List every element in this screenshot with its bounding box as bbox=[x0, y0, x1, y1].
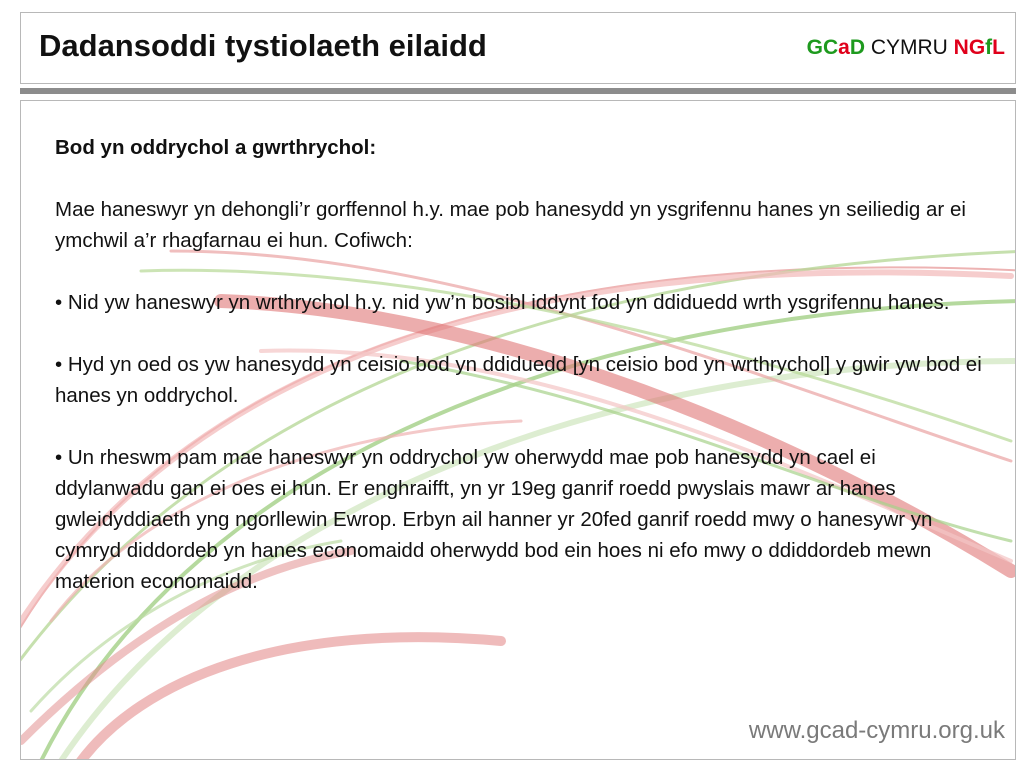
logo-ng: NG bbox=[953, 36, 986, 59]
logo-f: f bbox=[985, 36, 993, 59]
bullet-item: • Hyd yn oed os yw hanesydd yn ceisio bod yn ddiduedd [yn ceisio bod yn wrthrychol] y gwir yw bod ei hanes yn oddrychol. bbox=[55, 353, 982, 407]
logo-d: D bbox=[849, 36, 865, 59]
logo-l: L bbox=[992, 36, 1005, 59]
title-bar bbox=[20, 12, 1016, 84]
logo-a: a bbox=[838, 36, 850, 59]
title-divider bbox=[20, 88, 1016, 94]
bullet-item: • Nid yw haneswyr yn wrthrychol h.y. nid yw’n bosibl iddynt fod yn ddiduedd wrth ysgrifennu hanes. bbox=[55, 291, 950, 314]
slide-body bbox=[55, 132, 990, 628]
page-title: Dadansoddi tystiolaeth eilaidd bbox=[39, 28, 487, 63]
footer-website-url: www.gcad-cymru.org.uk bbox=[748, 717, 1005, 744]
logo-cymru: CYMRU bbox=[865, 36, 954, 59]
logo-gc: GC bbox=[806, 36, 839, 59]
gcad-ngfl-logo bbox=[807, 36, 1005, 60]
content-panel bbox=[20, 100, 1016, 760]
section-heading: Bod yn oddrychol a gwrthrychol: bbox=[55, 136, 377, 159]
intro-paragraph: Mae haneswyr yn dehongli’r gorffennol h.y. mae pob hanesydd yn ysgrifennu hanes yn seiliedig ar ei ymchwil a’r rhagfarnau ei hun. Cofiwch: bbox=[55, 198, 966, 252]
bullet-item: • Un rheswm pam mae haneswyr yn oddrychol yw oherwydd mae pob hanesydd yn cael ei ddylanwadu gan ei oes ei hun. Er enghraifft, yn yr 19eg ganrif roedd pwyslais mawr ar hanes gwleidyddiaeth yng ngorllewin Ewrop. Erbyn ail hanner yr 20fed ganrif roedd mwy o hanesywr yn cymryd diddordeb yn hanes economaidd oherwydd bod ein hoes ni efo mwy o ddiddordeb mewn materion economaidd. bbox=[55, 446, 933, 593]
